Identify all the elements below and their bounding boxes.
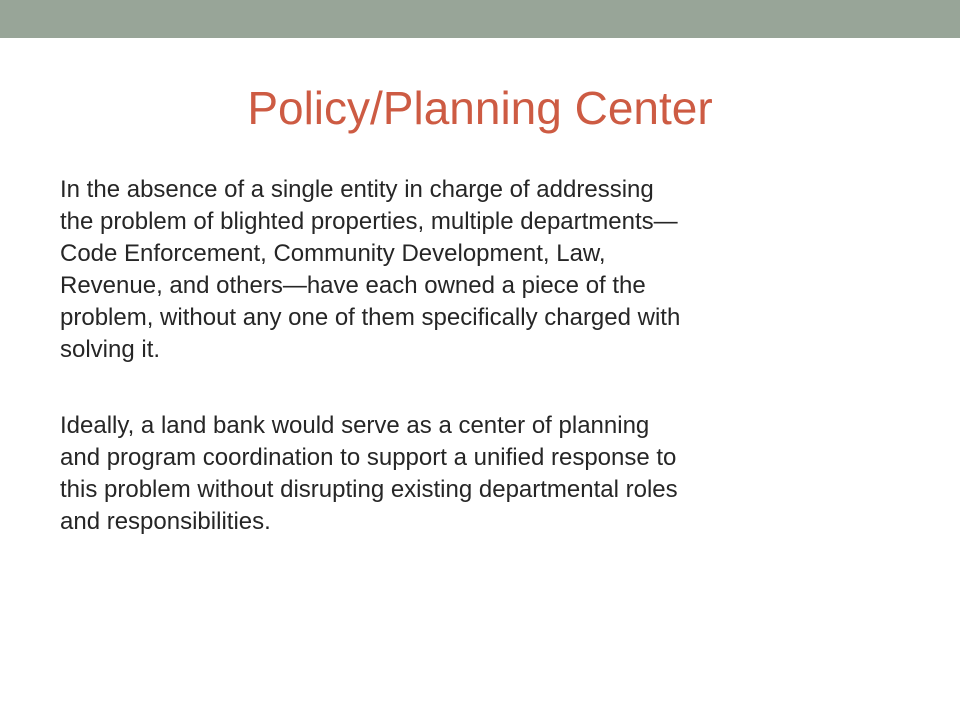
paragraph-line: Code Enforcement, Community Development, Law, (60, 240, 606, 267)
paragraph-land-bank (60, 410, 890, 538)
top-accent-bar (0, 0, 960, 38)
paragraph-line: problem, without any one of them specifically charged with (60, 304, 681, 331)
paragraph-line: Ideally, a land bank would serve as a center of planning (60, 412, 650, 439)
slide-body (60, 174, 890, 538)
paragraph-line: the problem of blighted properties, multiple departments— (60, 208, 678, 235)
paragraph-line: this problem without disrupting existing departmental roles (60, 476, 678, 503)
paragraph-line: Revenue, and others—have each owned a piece of the (60, 272, 646, 299)
paragraph-line: solving it. (60, 336, 161, 363)
paragraph-line: and program coordination to support a unified response to (60, 444, 677, 471)
paragraph-line: In the absence of a single entity in charge of addressing (60, 176, 654, 203)
paragraph-line: and responsibilities. (60, 508, 271, 535)
slide-title: Policy/Planning Center (247, 82, 713, 134)
paragraph-absence-of-entity (60, 174, 890, 366)
